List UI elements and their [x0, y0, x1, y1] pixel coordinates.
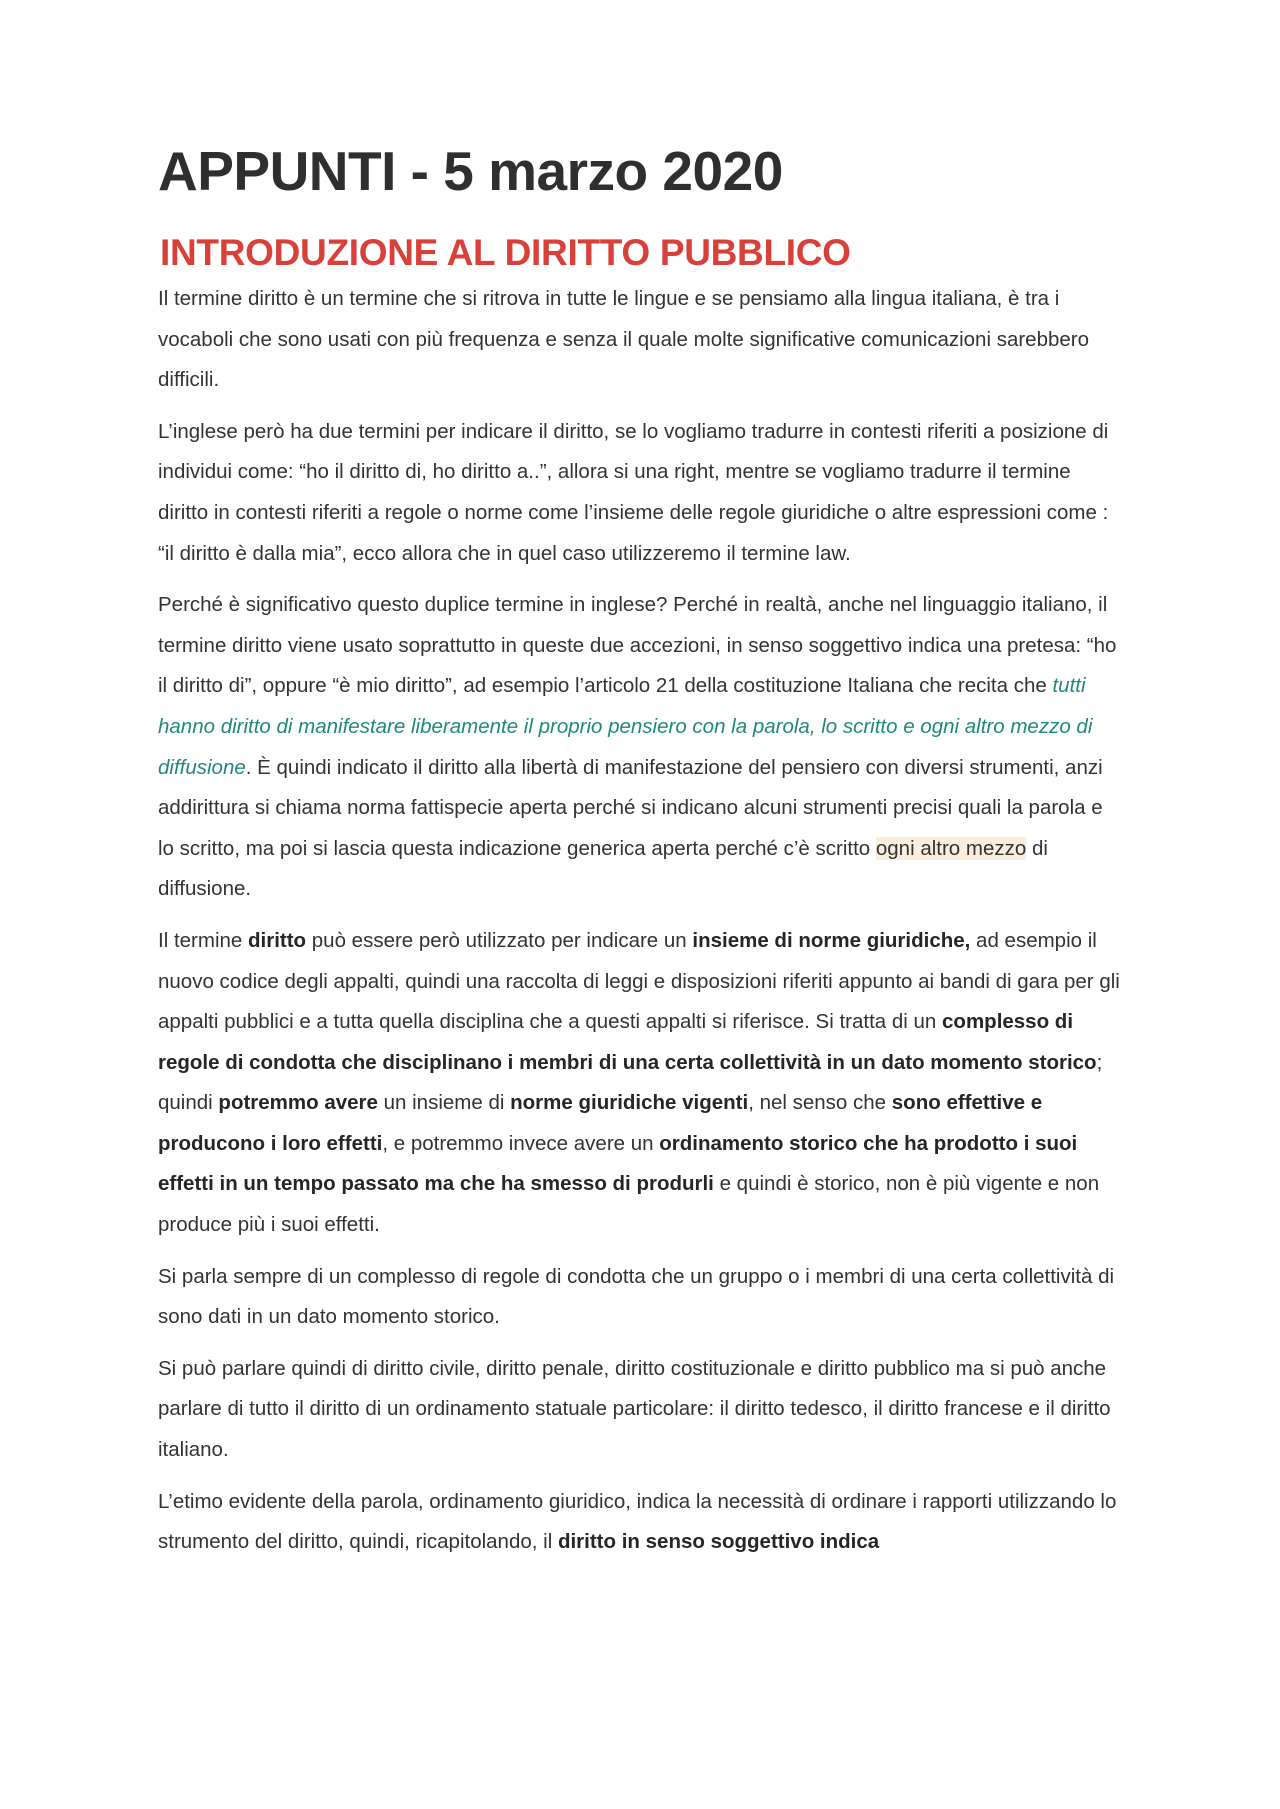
bold-text: insieme di norme giuridiche,	[692, 928, 971, 952]
paragraph-list	[158, 279, 1124, 1563]
bold-text: diritto	[248, 928, 307, 952]
text-run: ad esempio il nuovo codice degli appalti, quindi una raccolta di leggi e disposizioni riferiti appunto ai bandi di gara per gli appalti pubblici e a tutta quella disciplina che a questi appalti si riferisce. Si tratta di un	[158, 928, 1120, 1034]
text-run: Il termine	[158, 928, 248, 952]
text-run: Si parla sempre di un complesso di regole di condotta che un gruppo o i membri di una certa collettività di sono dati in un dato momento storico.	[158, 1264, 1115, 1329]
text-run: ; quindi	[158, 1050, 1103, 1115]
text-run: e quindi è storico, non è più vigente e non produce più i suoi effetti.	[158, 1172, 1100, 1237]
paragraph	[158, 1257, 1124, 1338]
highlighted-text: ogni altro mezzo	[875, 836, 1027, 860]
article-quote: tutti hanno diritto di manifestare liberamente il proprio pensiero con la parola, lo scritto e ogni altro mezzo di diffusione	[158, 674, 1093, 779]
bold-text: norme giuridiche vigenti	[510, 1091, 749, 1115]
text-run: di diffusione.	[158, 836, 1048, 901]
text-run: un insieme di	[377, 1091, 511, 1115]
text-run: Il termine diritto è un termine che si ritrova in tutte le lingue e se pensiamo alla lingua italiana, è tra i vocaboli che sono usati con più frequenza e senza il quale molte significative comunicazioni sarebbero difficili.	[158, 287, 1090, 392]
text-run: può essere però utilizzato per indicare un	[306, 928, 693, 952]
paragraph	[158, 412, 1124, 574]
document-title: APPUNTI - 5 marzo 2020	[158, 140, 783, 202]
text-run: , nel senso che	[748, 1091, 892, 1115]
section-heading: INTRODUZIONE AL DIRITTO PUBBLICO	[160, 232, 851, 273]
bold-text: complesso di regole di condotta che disciplinano i membri di una certa collettività in un dato momento storico	[158, 1010, 1097, 1074]
paragraph	[158, 279, 1124, 401]
text-run: Si può parlare quindi di diritto civile, diritto penale, diritto costituzionale e diritto pubblico ma si può anche parlare di tutto il diritto di un ordinamento statuale particolare: il diritto tedesco, il diritto francese e il diritto italiano.	[158, 1356, 1111, 1462]
bold-text: sono effettive e producono i loro effetti	[158, 1091, 1043, 1155]
paragraph	[158, 1482, 1124, 1563]
bold-text: ordinamento storico che ha prodotto i suoi effetti in un tempo passato ma che ha smesso di produrli	[158, 1131, 1078, 1196]
text-run: , e potremmo invece avere un	[382, 1131, 660, 1155]
bold-text: potremmo avere	[218, 1091, 378, 1115]
bold-text: diritto in senso soggettivo indica	[557, 1530, 880, 1554]
paragraph	[158, 585, 1124, 910]
document-body	[158, 134, 1124, 1574]
text-run: L’inglese però ha due termini per indicare il diritto, se lo vogliamo tradurre in contesti riferiti a posizione di individui come: “ho il diritto di, ho diritto a..”, allora si una right, mentre se vogliamo tradurre il termine diritto in contesti riferiti a regole o norme come l’insieme delle regole giuridiche o altre espressioni come : “il diritto è dalla mia”, ecco allora che in quel caso utilizzeremo il termine law.	[158, 419, 1109, 565]
text-run: . È quindi indicato il diritto alla libertà di manifestazione del pensiero con diversi strumenti, anzi addirittura si chiama norma fattispecie aperta perché si indicano alcuni strumenti precisi quali la parola e lo scritto, ma poi si lascia questa indicazione generica aperta perché c’è scritto	[158, 755, 1103, 860]
paragraph	[158, 921, 1124, 1246]
text-run: Perché è significativo questo duplice termine in inglese? Perché in realtà, anche nel linguaggio italiano, il termine diritto viene usato soprattutto in queste due accezioni, in senso soggettivo indica una pretesa: “ho il diritto di”, oppure “è mio diritto”, ad esempio l’articolo 21 della costituzione Italiana che recita che	[158, 593, 1117, 698]
paragraph	[158, 1349, 1124, 1471]
text-run: L’etimo evidente della parola, ordinamento giuridico, indica la necessità di ordinare i rapporti utilizzando lo strumento del diritto, quindi, ricapitolando, il	[158, 1489, 1117, 1554]
